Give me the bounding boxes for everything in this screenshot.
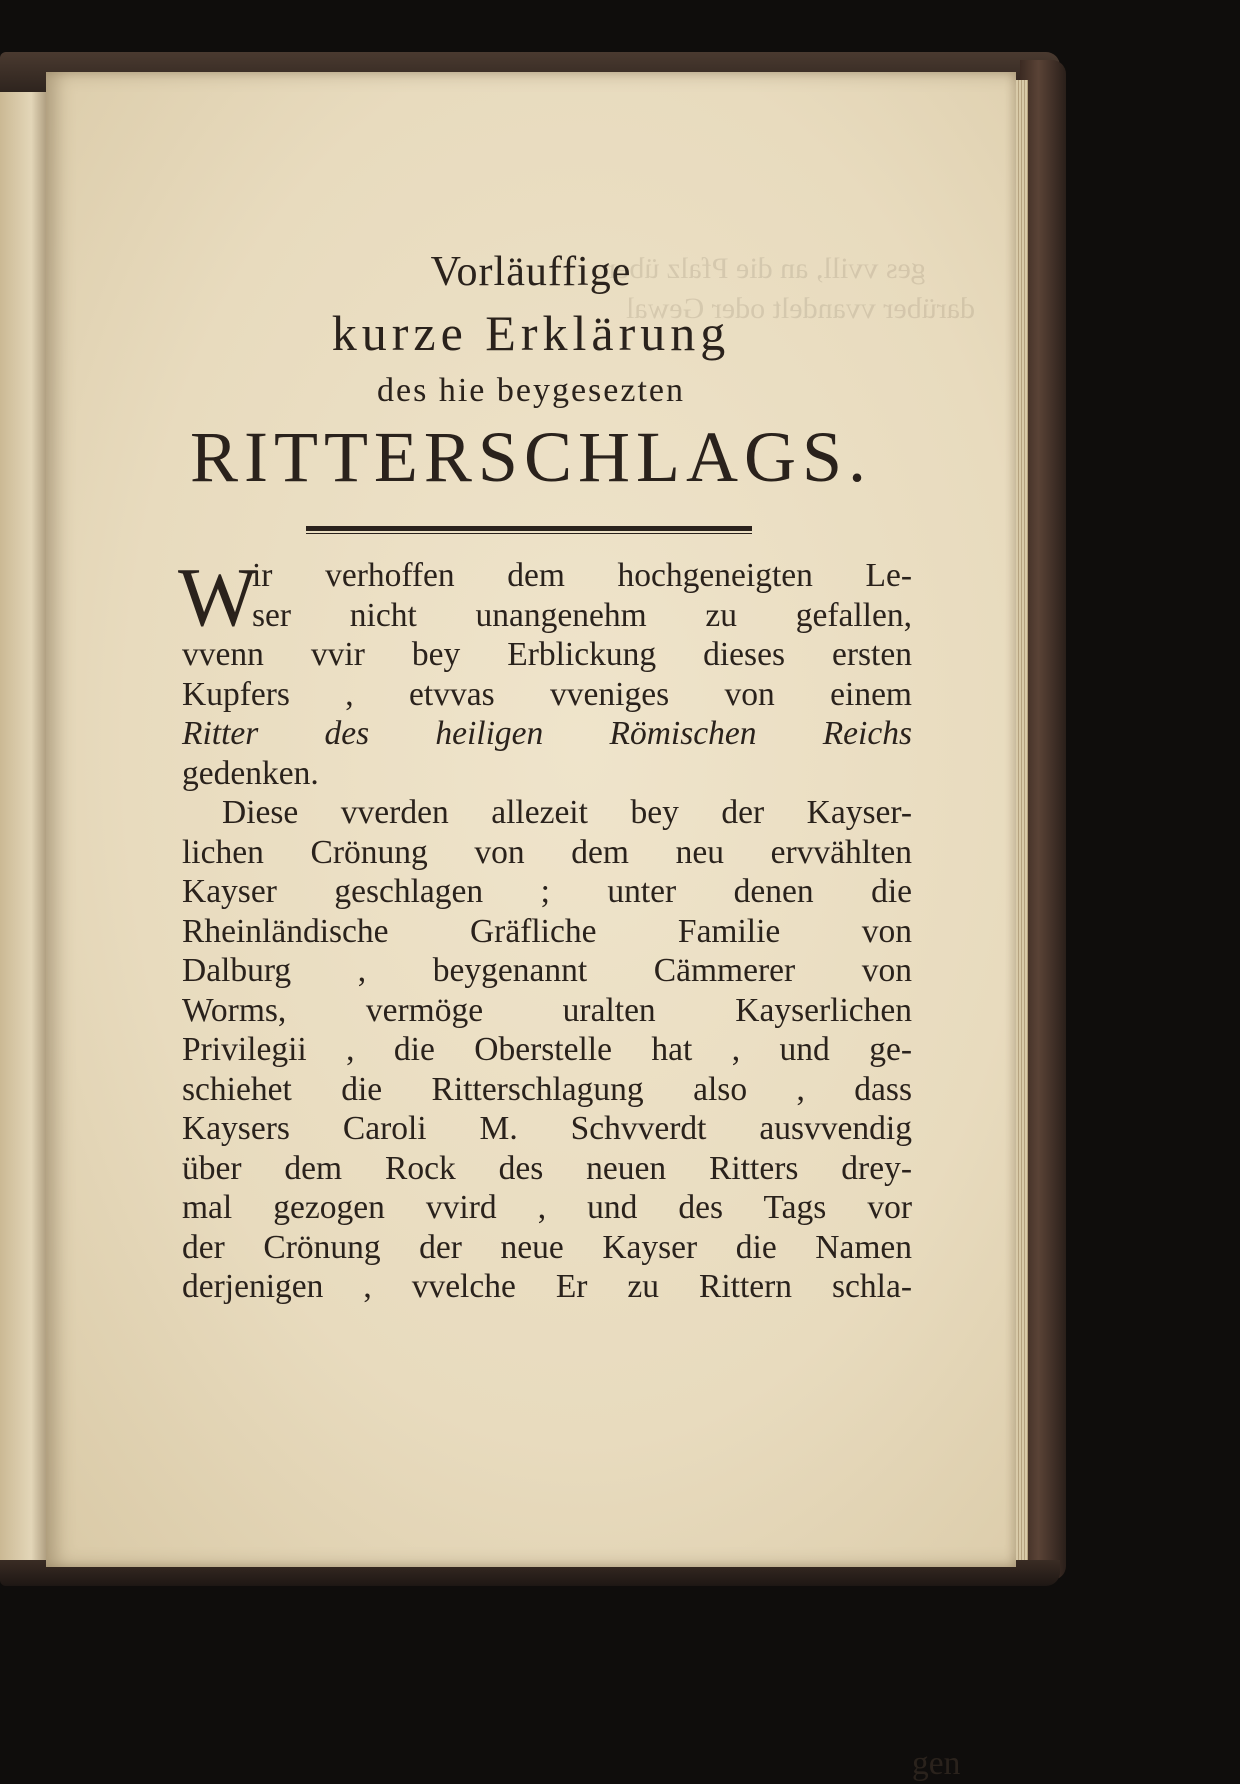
drop-cap: W [178,551,258,644]
text-line: derjenigen , vvelche Er zu Rittern schla- [182,1268,912,1305]
text-line: der Crönung der neue Kayser die Namen [182,1228,912,1266]
paragraph-1 [178,551,912,793]
text-line: Kupfers , etvvas vveniges von einem [182,675,912,713]
text-line: Kaysers Caroli M. Schvverdt ausvvendig [182,1110,912,1147]
text-line: Ritter des heiligen Römischen Reichs [182,715,912,752]
text-line: Privilegii , die Oberstelle hat , und ge- [182,1031,912,1068]
title-line-3: des hie beygesezten [377,372,685,409]
text-line: schiehet die Ritterschlagung also , dass [182,1070,912,1108]
title-line-1: Vorläuffige [430,249,632,295]
left-page-edge [0,70,52,1570]
text-line: Kayser geschlagen ; unter denen die [182,873,912,910]
title-line-2: kurze Erklärung [331,305,731,361]
text-line: ser nicht unangenehm zu gefallen, [252,596,912,634]
book-page [46,72,1016,1782]
text-line: ir verhoffen dem hochgeneigten Le- [252,557,912,594]
text-line: Worms, vermöge uralten Kayserlichen [182,991,912,1029]
paragraph-2 [182,793,912,1307]
page-title: RITTERSCHLAGS. [189,417,873,497]
text-line: mal gezogen vvird , und des Tags vor [182,1189,912,1226]
text-line: Rheinländische Gräfliche Familie von [182,912,912,950]
text-line: lichen Crönung von dem neu ervvählten [182,833,912,871]
text-line: Dalburg , beygenannt Cämmerer von [182,952,912,989]
title-rule [306,526,752,531]
show-through: darüber vvandelt oder Gewal [626,292,976,325]
text-line: gedenken. [182,754,319,792]
catchword: gen [912,1745,961,1782]
text-line: Diese vverden allezeit bey der Kayser- [222,794,912,831]
show-through: ges vvill, an die Pfalz über [606,252,926,285]
text-line: vvenn vvir bey Erblickung dieses ersten [182,636,912,673]
body-text [178,551,961,1782]
text-line: über dem Rock des neuen Ritters drey- [182,1149,912,1187]
